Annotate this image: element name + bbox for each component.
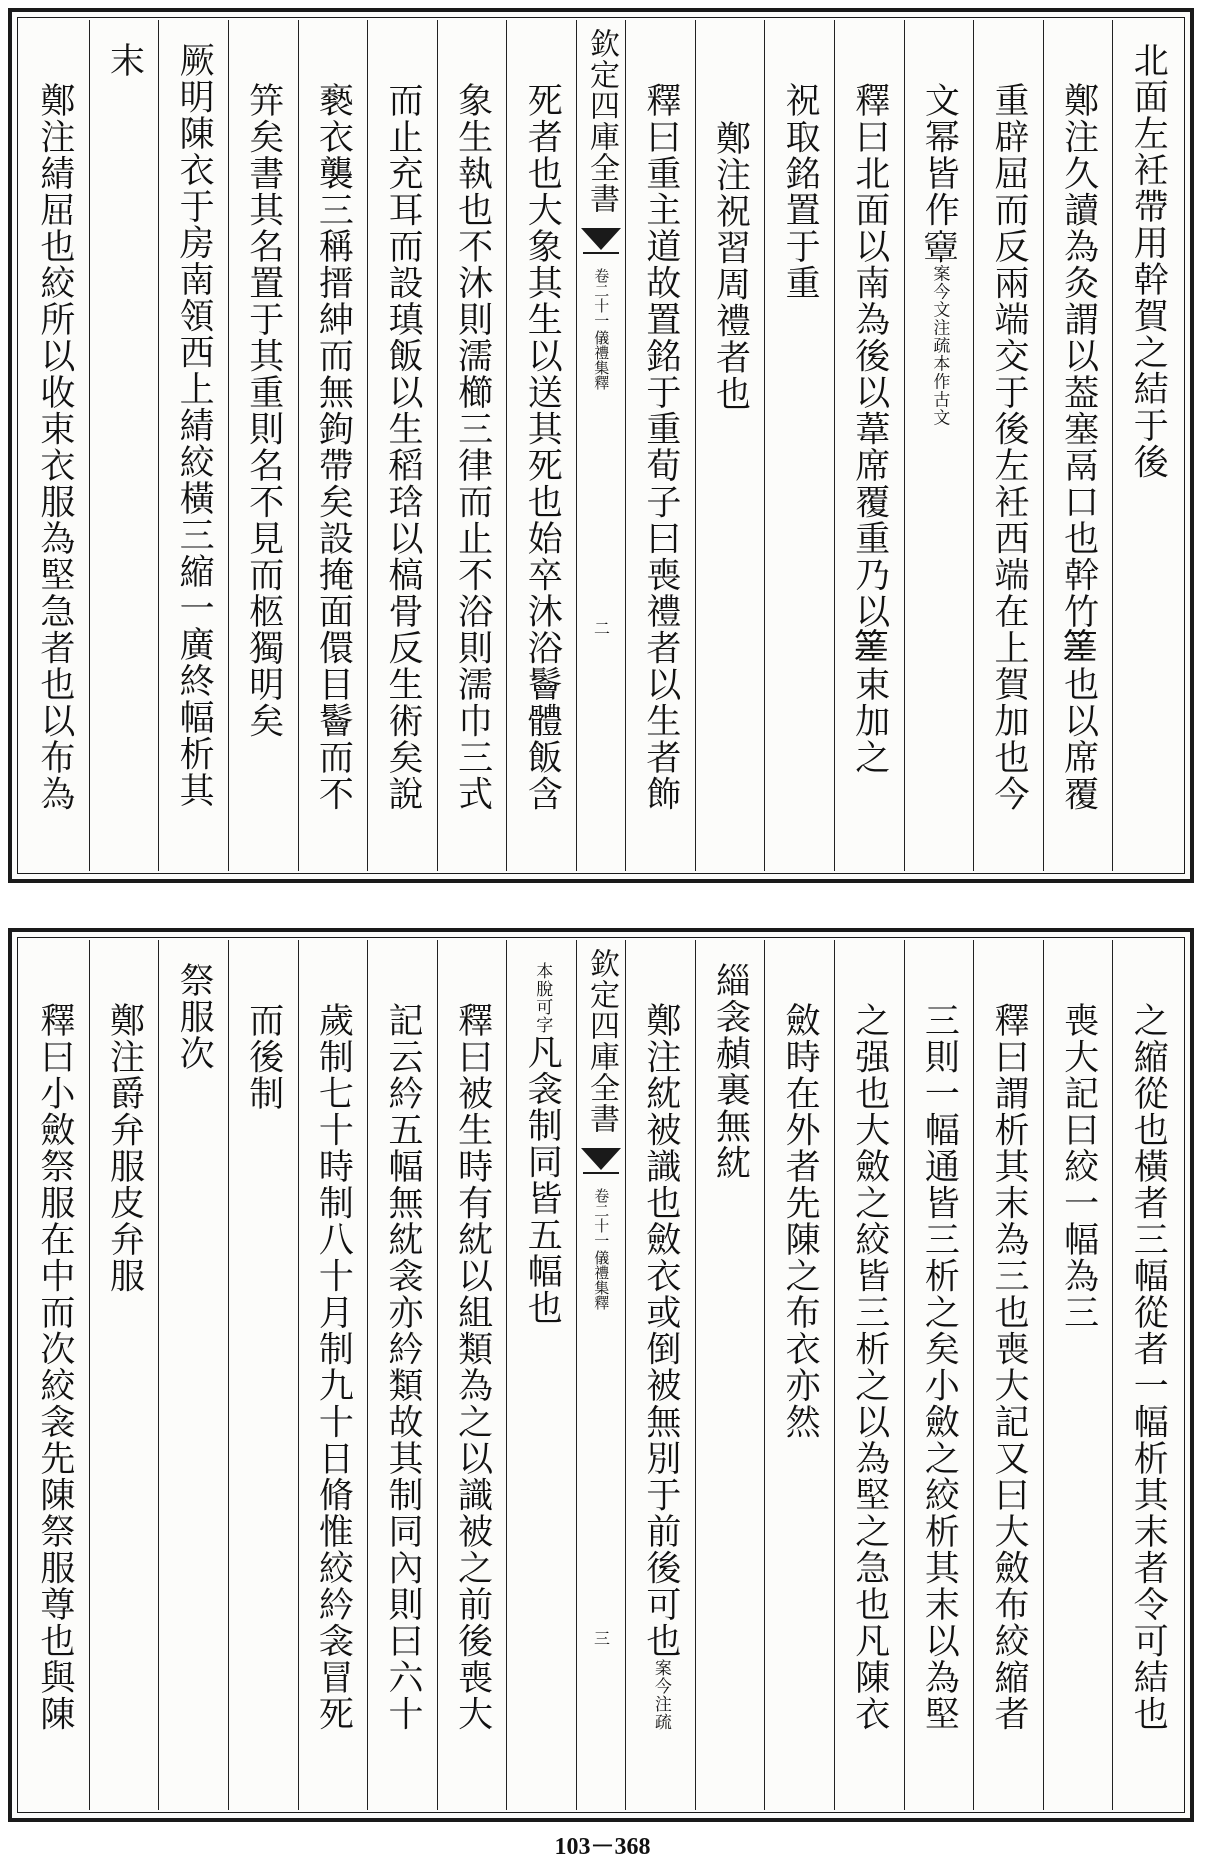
column-text — [919, 20, 960, 871]
text-column — [298, 20, 368, 871]
column-text: 喪大記曰絞一幅為三 — [1058, 1002, 1099, 1331]
page-panel-top — [8, 8, 1194, 883]
book-title: 欽定四庫全書 — [584, 948, 619, 1134]
text-column — [973, 940, 1043, 1810]
page-number: 103－368 — [554, 1834, 651, 1860]
column-text: 之縮從也橫者三幅從者一幅析其末者令可結也 — [1128, 1002, 1169, 1732]
volume-number: 卷二十一 — [592, 1188, 611, 1248]
text-column — [904, 20, 974, 871]
text-column — [367, 940, 437, 1810]
fish-tail-mark — [581, 1148, 621, 1170]
text-column — [1112, 940, 1182, 1810]
sub-title: 儀禮集釋 — [592, 1250, 611, 1310]
column-text: 斂時在外者先陳之布衣亦然 — [780, 1002, 821, 1440]
column-text: 歲制七十時制八十月制九十日脩惟絞紟衾冒死 — [313, 1002, 354, 1732]
leaf-number: 三 — [591, 1630, 611, 1646]
text-column — [625, 20, 695, 871]
text-column — [695, 940, 765, 1810]
text-column — [437, 940, 507, 1810]
text-column — [1112, 20, 1182, 871]
column-text: 釋曰重主道故置銘于重荀子曰喪禮者以生者飾 — [640, 82, 681, 812]
text-column — [89, 940, 159, 1810]
text-column — [228, 20, 298, 871]
text-column — [695, 20, 765, 871]
text-column — [367, 20, 437, 871]
column-text: 祭服次 — [174, 962, 215, 1072]
center-fold-column — [576, 940, 625, 1810]
text-column — [506, 940, 576, 1810]
text-column — [904, 940, 974, 1810]
column-text: 象生執也不沐則濡櫛三律而止不浴則濡巾三式 — [452, 82, 493, 812]
annotation-note: 本脫可字 — [532, 962, 553, 1034]
column-text: 鄭注久讀為灸謂以葢塞鬲口也幹竹𥰭也以席覆 — [1058, 82, 1099, 812]
column-text: 重辟屈而反兩端交于後左衽西端在上賀加也今 — [988, 82, 1029, 812]
text-column — [625, 940, 695, 1810]
volume-info — [593, 268, 610, 390]
text-column — [158, 20, 228, 871]
column-text: 釋曰小斂祭服在中而次絞衾先陳祭服尊也與陳 — [34, 1002, 75, 1732]
column-text: 而後制 — [243, 1002, 284, 1112]
text-column — [764, 20, 834, 871]
column-text: 北面左衽帶用幹賀之結于後 — [1128, 42, 1169, 480]
book-title: 欽定四庫全書 — [584, 28, 619, 214]
column-text: 厥明陳衣于房南領西上綪絞橫三縮一廣終幅析其 — [174, 42, 215, 809]
text-column — [834, 940, 904, 1810]
annotation-note: 案今文注疏本作古文 — [929, 264, 950, 427]
text-column — [834, 20, 904, 871]
text-column — [1043, 940, 1113, 1810]
text-column — [228, 940, 298, 1810]
sub-title: 儀禮集釋 — [592, 330, 611, 390]
text-column — [437, 20, 507, 871]
column-text: 三則一幅通皆三析之矣小斂之絞析其末以為堅 — [919, 1002, 960, 1732]
column-container — [20, 20, 1182, 871]
annotation-note: 案今注疏 — [650, 1659, 671, 1731]
text-column — [1043, 20, 1113, 871]
column-text: 鄭注綪屈也絞所以收束衣服為堅急者也以布為 — [34, 82, 75, 812]
column-text: 釋曰被生時有紞以組類為之以識被之前後喪大 — [452, 1002, 493, 1732]
column-text: 鄭注祝習周禮者也 — [710, 120, 751, 412]
text-column — [20, 940, 89, 1810]
center-fold-column — [576, 20, 625, 871]
main-text: 鄭注紞被識也斂衣或倒被無別于前後可也 — [640, 1002, 681, 1659]
volume-info — [593, 1188, 610, 1310]
leaf-number: 二 — [591, 620, 611, 636]
column-text: 笄矣書其名置于其重則名不見而柩獨明矣 — [243, 82, 284, 739]
text-column — [89, 20, 159, 871]
column-text: 祝取銘置于重 — [780, 82, 821, 301]
fold-rule — [583, 252, 619, 254]
column-text: 緇衾赬裏無紞 — [710, 962, 751, 1181]
text-column — [973, 20, 1043, 871]
text-column — [158, 940, 228, 1810]
column-text: 記云紟五幅無紞衾亦紟類故其制同內則曰六十 — [382, 1002, 423, 1732]
text-column — [506, 20, 576, 871]
column-text: 死者也大象其生以送其死也始卒沐浴鬠體飯含 — [522, 82, 563, 812]
main-text: 文幂皆作𥨎 — [919, 82, 960, 265]
text-column — [298, 940, 368, 1810]
column-text: 而止充耳而設瑱飯以生稻琀以槁骨反生術矣說 — [382, 82, 423, 812]
column-container — [20, 940, 1182, 1810]
text-column — [20, 20, 89, 871]
page-panel-bottom — [8, 928, 1194, 1822]
column-text: 褻衣襲三稱搢紳而無鉤帶矣設掩面儇目鬠而不 — [313, 82, 354, 812]
column-text: 末 — [104, 42, 145, 79]
text-column — [764, 940, 834, 1810]
column-text: 之强也大斂之絞皆三析之以為堅之急也凡陳衣 — [849, 1002, 890, 1732]
column-text: 釋曰北面以南為後以葦席覆重乃以𥰭束加之 — [849, 82, 890, 776]
column-text — [522, 940, 563, 1810]
column-text: 鄭注爵弁服皮弁服 — [104, 1002, 145, 1294]
column-text — [640, 940, 681, 1810]
volume-number: 卷二十一 — [592, 268, 611, 328]
fish-tail-mark — [581, 228, 621, 250]
fold-rule — [583, 1172, 619, 1174]
main-text: 凡衾制同皆五幅也 — [522, 1034, 563, 1326]
column-text: 釋曰謂析其末為三也喪大記又曰大斂布絞縮者 — [988, 1002, 1029, 1732]
